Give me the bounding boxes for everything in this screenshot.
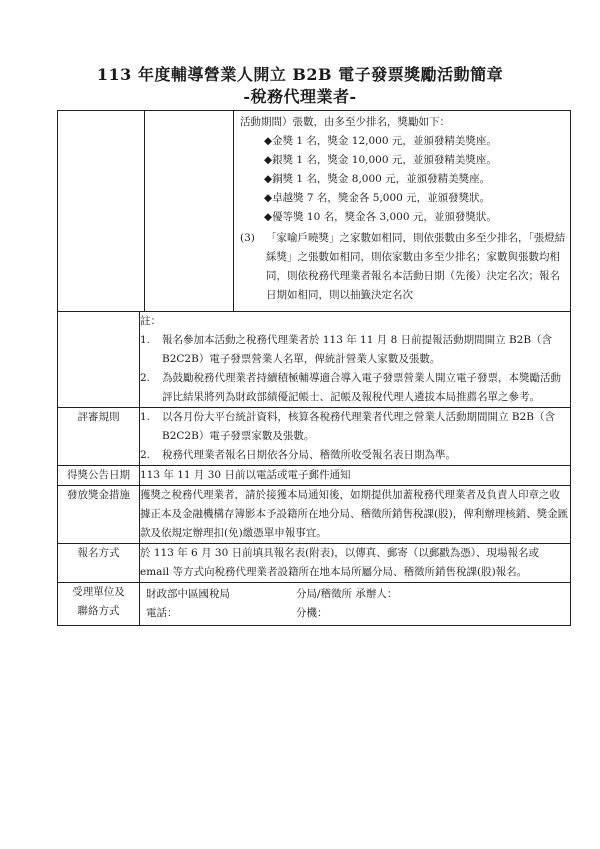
payout-text: 獲獎之稅務代理業者，請於接獲本局通知後，如期提供加蓋稅務代理業者及負責人印章之收據正本及金融機構存簿影本予設籍所在地分局、稽徵所銷售稅課(股)，俾利辦理核銷、獎金匯款及依規定辦理扣(免)繳憑單申報事宜。 xyxy=(140,486,571,544)
contact-cell xyxy=(140,583,571,626)
announce-text: 113 年 11 月 30 日前以電話或電子郵件通知 xyxy=(140,466,571,486)
award-item: ◆優等獎 10 名，獎金各 3,000 元，並頒發獎狀。 xyxy=(264,211,497,223)
note-number: 1. xyxy=(140,334,151,346)
rules-table xyxy=(57,110,571,626)
note-item xyxy=(140,369,570,407)
contact-phone: 電話： xyxy=(146,607,178,619)
award-item: ◆卓越獎 7 名，獎金各 5,000 元，並頒發獎狀。 xyxy=(264,192,491,204)
announce-label: 得獎公告日期 xyxy=(58,466,140,486)
payout-label: 發放獎金措施 xyxy=(58,486,140,544)
judging-number: 2. xyxy=(140,449,151,461)
announce-row xyxy=(58,466,571,486)
judging-cell xyxy=(140,408,571,466)
document-title: 113 年度輔導營業人開立 B2B 電子發票獎勵活動簡章 xyxy=(96,65,504,84)
notes-label-cell xyxy=(58,312,140,408)
notes-cell xyxy=(140,312,571,408)
notes-header: 註： xyxy=(140,315,161,327)
judging-text: 以各月份大平台統計資料，核算各稅務代理業者代理之營業人活動期間開立 B2B（含 B2C2B）電子發票家數及張數。 xyxy=(162,411,555,442)
tie-rule-number: (3) xyxy=(240,232,255,244)
note-number: 2. xyxy=(140,372,151,384)
award-item: ◆金獎 1 名，獎金 12,000 元，並頒發精美獎座。 xyxy=(264,135,497,147)
note-text: 為鼓勵稅務代理業者持續積極輔導適合導入電子發票營業人開立電子發票，本獎勵活動評比結果將列為財政部績優記帳士、記帳及報稅代理人遴拔本局推薦名單之參考。 xyxy=(162,372,561,403)
contact-label-cell xyxy=(58,583,140,626)
document-subtitle: -稅務代理業者- xyxy=(243,87,357,106)
notes-row xyxy=(58,312,571,408)
award-intro: 活動期間）張數，由多至少排名，獎勵如下： xyxy=(240,116,450,128)
award-item: ◆銅獎 1 名，獎金 8,000 元，並頒發精美獎座。 xyxy=(264,173,491,185)
note-item xyxy=(140,331,570,369)
signup-label: 報名方式 xyxy=(58,544,140,583)
contact-ext: 分機： xyxy=(296,607,328,619)
contact-row xyxy=(58,583,571,626)
judging-item xyxy=(140,408,570,446)
contact-branch: 分局/稽徵所 承辦人： xyxy=(296,588,398,600)
signup-row xyxy=(58,544,571,583)
note-text: 報名參加本活動之稅務代理業者於 113 年 11 月 8 日前提報活動期間開立 B2B（含 B2C2B）電子發票營業人名單，俾統計營業人家數及張數。 xyxy=(162,334,553,365)
judging-label: 評審規則 xyxy=(58,408,140,466)
signup-text: 於 113 年 6 月 30 日前填具報名表(附表)，以傳真、郵寄（以郵戳為憑）、現場報名或 email 等方式向稅務代理業者設籍所在地本局所屬分局、稽徵所銷售稅課(股)報名。 xyxy=(140,544,571,583)
payout-row xyxy=(58,486,571,544)
award-content xyxy=(234,111,570,311)
contact-org: 財政部中區國稅局 xyxy=(146,588,230,600)
judging-row xyxy=(58,408,571,466)
contact-label-line2: 聯絡方式 xyxy=(77,605,120,617)
judging-text: 稅務代理業者報名日期依各分局、稽徵所收受報名表日期為準。 xyxy=(162,449,456,461)
award-item: ◆銀獎 1 名，獎金 10,000 元，並頒發精美獎座。 xyxy=(264,154,497,166)
tie-rule xyxy=(240,229,566,305)
blank-cell-2 xyxy=(145,111,234,311)
contact-label-line1: 受理單位及 xyxy=(72,586,125,598)
award-row xyxy=(58,111,571,312)
blank-cell-1 xyxy=(58,111,145,311)
tie-rule-text: 「家喻戶曉獎」之家數如相同，則依張數由多至少排名，「張燈結綵獎」之張數如相同，則依家數由多至少排名；家數與張數均相同，則依稅務代理業者報名本活動日期（先後）決定名次；報名日期如相同，則以抽籤決定名次 xyxy=(266,232,566,301)
judging-number: 1. xyxy=(140,411,151,423)
judging-item xyxy=(140,446,570,465)
